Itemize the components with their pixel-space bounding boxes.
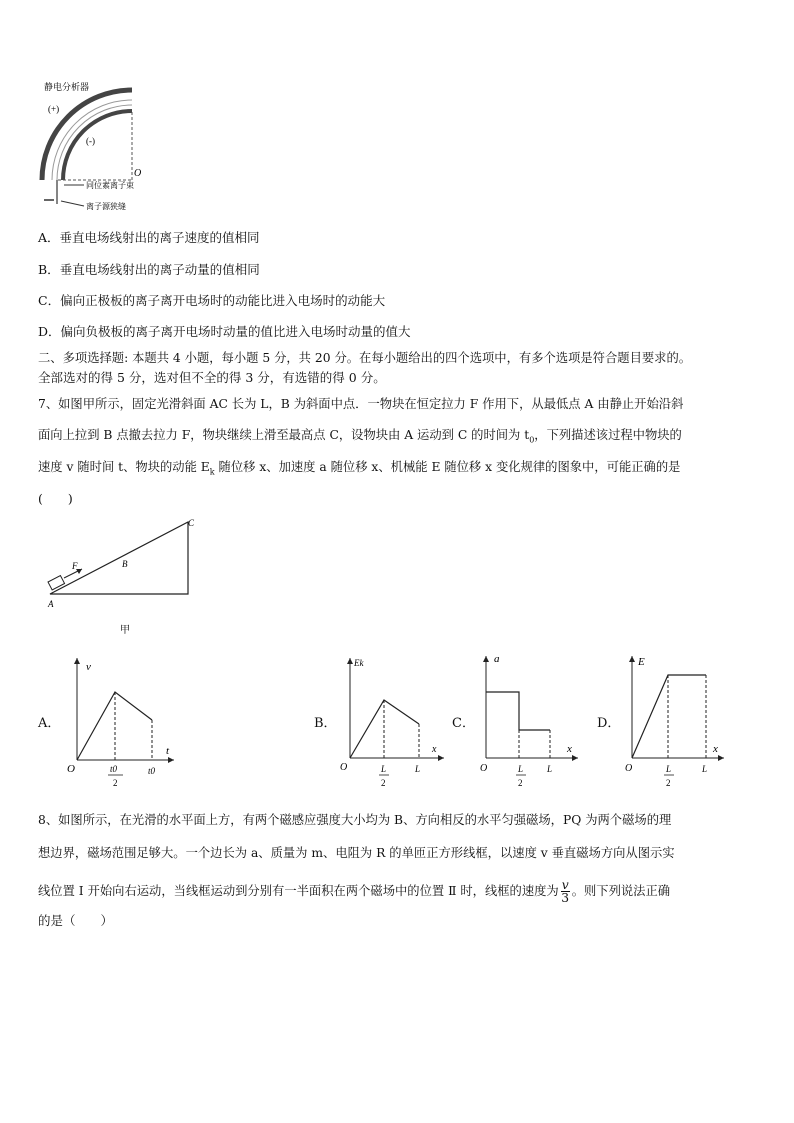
label-b: B	[122, 559, 128, 569]
graph-b-origin: O	[340, 762, 348, 773]
graph-d-tick1-num: L	[666, 764, 672, 774]
analyzer-minus-label: (-)	[86, 136, 95, 146]
graph-a-option: A．	[38, 716, 61, 731]
graph-c-ylabel: a	[494, 653, 500, 665]
section2-line1: 二、多项选择题: 本题共 4 小题，每小题 5 分，共 20 分。在每小题给出的四个选项中，有多个选项是符合题目要求的。	[38, 351, 692, 365]
q8-line1: 8、如图所示，在光滑的水平面上方，有两个磁感应强度大小均为 B、方向相反的水平匀强磁场，PQ 为两个磁场的理	[38, 813, 672, 827]
section2-line2: 全部选对的得 5 分，选对但不全的得 3 分，有选错的得 0 分。	[38, 370, 386, 385]
graph-d-tick2: L	[702, 764, 708, 774]
graph-a-tick1-den: 2	[113, 778, 118, 788]
graph-d	[620, 650, 732, 788]
q8-line2: 想边界，磁场范围足够大。一个边长为 a、质量为 m、电阻为 R 的单匝正方形线框，以速度 v 垂直磁场方向从图示实	[38, 846, 675, 860]
q7-line1: 7、如图甲所示，固定光滑斜面 AC 长为 L，B 为斜面中点．一物块在恒定拉力 F 作用下，从最低点 A 由静止开始沿斜	[38, 397, 684, 411]
slit-label: 离子源狭缝	[86, 202, 126, 211]
option-a: A．垂直电场线射出的离子速度的值相同	[38, 230, 260, 245]
label-a: A	[48, 599, 54, 609]
beam-label: 同位素离子束	[86, 181, 134, 190]
graph-c-option: C．	[452, 716, 475, 731]
q7-line3: 速度 v 随时间 t、物块的动能 $E_k$ 随位移 x、加速度 a 随位移 x、机械能 E 随位移 x 变化规律的图象中，可能正确的是	[38, 460, 681, 477]
graph-b-tick1-den: 2	[381, 778, 386, 788]
graph-a-origin: O	[67, 763, 75, 775]
graph-c-curve	[486, 692, 550, 730]
analyzer-center-label: O	[134, 168, 142, 179]
graph-b-xlabel: x	[432, 744, 437, 755]
q8-fraction: $\frac{v}{3}$	[561, 878, 570, 905]
graph-b	[336, 652, 448, 788]
incline-figure	[40, 512, 210, 642]
graph-d-xlabel: x	[713, 743, 718, 755]
graph-d-ylabel: E	[638, 656, 645, 668]
graph-b-tick1-num: L	[381, 764, 387, 774]
label-f: F	[72, 561, 78, 571]
graph-b-tick2: L	[415, 764, 421, 774]
graph-d-option: D．	[597, 716, 621, 731]
graph-c-tick1-den: 2	[518, 778, 523, 788]
graph-b-ylabel: Ek	[354, 658, 364, 668]
graph-d-origin: O	[625, 763, 633, 774]
graph-a-tick2: t0	[148, 766, 156, 776]
graph-d-curve	[632, 675, 706, 758]
caption-jia: 甲	[120, 625, 130, 636]
analyzer-title: 静电分析器	[44, 82, 90, 92]
graph-a-ylabel: v	[86, 661, 91, 673]
analyzer-plus-label: (+)	[48, 104, 60, 114]
q7-line2: 面向上拉到 B 点撤去拉力 F，物块继续上滑至最高点 C，设物块由 A 运动到 C 的时间为 $t_0$，下列描述该过程中物块的	[38, 428, 682, 445]
label-c: C	[188, 518, 195, 528]
q7-answer-blank: ( )	[38, 491, 73, 506]
graph-b-curve	[350, 700, 419, 758]
graph-a-xlabel: t	[166, 745, 170, 757]
q8-answer-blank: 的是（ ）	[38, 913, 114, 928]
graph-c-origin: O	[480, 763, 488, 774]
graph-b-option: B．	[314, 716, 337, 731]
option-c: C．偏向正极板的离子离开电场时的动能比进入电场时的动能大	[38, 293, 386, 308]
q8-line3: 线位置 Ⅰ 开始向右运动，当线框运动到分别有一半面积在两个磁场中的位置 Ⅱ 时，线框的速度为 $\frac{v}{3}$ 。则下列说法正确	[38, 878, 671, 905]
graph-d-tick1-den: 2	[666, 778, 671, 788]
inner-plate	[63, 111, 132, 180]
incline-triangle	[50, 522, 188, 594]
graph-a-tick1-num: t0	[110, 764, 118, 774]
option-b: B．垂直电场线射出的离子动量的值相同	[38, 262, 260, 277]
electrostatic-analyzer-figure	[30, 78, 140, 216]
graph-a	[62, 652, 182, 788]
graph-c-tick1-num: L	[518, 764, 524, 774]
graph-c-xlabel: x	[567, 743, 572, 755]
option-d: D．偏向负极板的离子离开电场时动量的值比进入电场时动量的值大	[38, 324, 411, 339]
graph-c	[474, 650, 586, 788]
graph-c-tick2: L	[547, 764, 553, 774]
